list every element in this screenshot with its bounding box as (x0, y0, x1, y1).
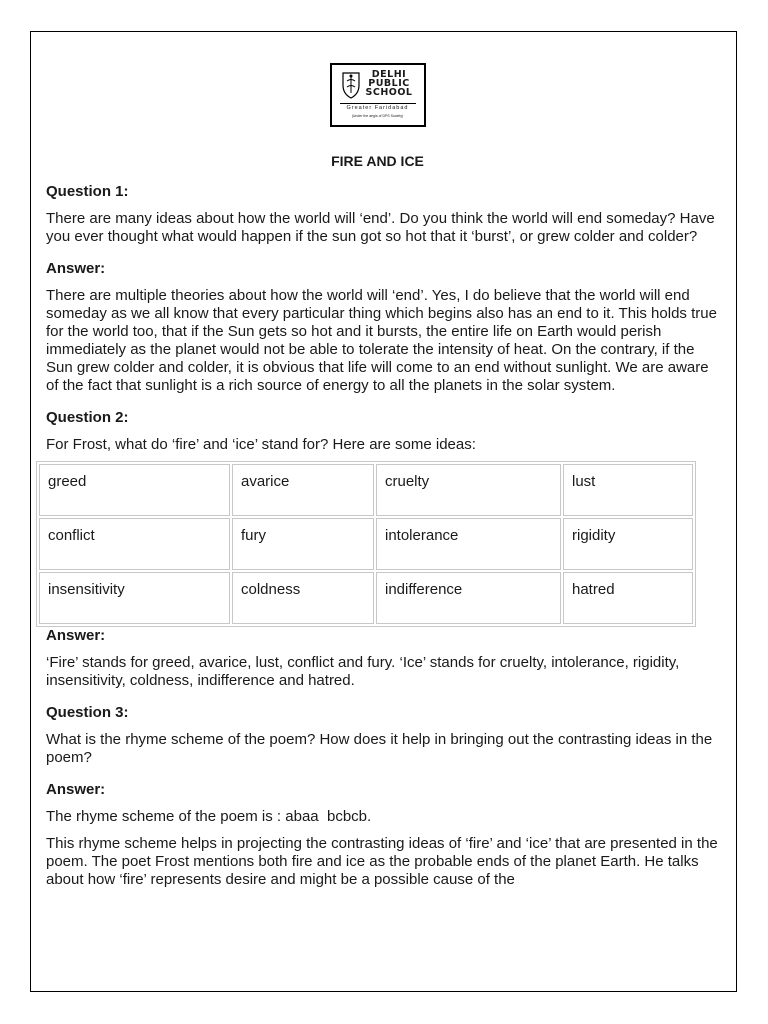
crest-icon (341, 71, 361, 99)
logo-line-delhi: DELHI (371, 69, 407, 80)
school-logo (330, 63, 426, 127)
ideas-table (36, 461, 696, 627)
answer-3-text-2: This rhyme scheme helps in projecting the contrasting ideas of ‘fire’ and ‘ice’ that are presented in the poem. The poet Frost mentions both fire and ice as the probable ends of the planet Earth. He talks about how ‘fire’ represents desire and might be a possible cause of the (46, 835, 718, 888)
school-name (366, 70, 413, 97)
answer-1-heading: Answer: (46, 260, 106, 277)
table-cell: conflict (39, 518, 230, 570)
document-page (30, 31, 737, 992)
answer-3-text-1: The rhyme scheme of the poem is : abaa bcbcb. (46, 808, 372, 825)
logo-location: Greater Faridabad (346, 105, 409, 111)
question-3-heading: Question 3: (46, 704, 129, 721)
table-cell: fury (232, 518, 374, 570)
table-row (39, 518, 693, 570)
document-title: FIRE AND ICE (331, 153, 424, 169)
table-cell: indifference (376, 572, 561, 624)
answer-2-text: ‘Fire’ stands for greed, avarice, lust, conflict and fury. ‘Ice’ stands for cruelty, intolerance, rigidity, insensitivity, coldness, indifference and hatred. (46, 654, 680, 689)
logo-society: (Under the aegis of DPS Society) (351, 114, 404, 118)
table-cell: avarice (232, 464, 374, 516)
table-cell: cruelty (376, 464, 561, 516)
table-cell: insensitivity (39, 572, 230, 624)
logo-divider (340, 103, 416, 104)
table-cell: greed (39, 464, 230, 516)
question-2-text: For Frost, what do ‘fire’ and ‘ice’ stand for? Here are some ideas: (46, 436, 476, 453)
logo-line-public: PUBLIC (368, 78, 410, 89)
table-row (39, 572, 693, 624)
table-cell: intolerance (376, 518, 561, 570)
answer-2-heading: Answer: (46, 627, 106, 644)
question-1-heading: Question 1: (46, 183, 129, 200)
table-cell: rigidity (563, 518, 693, 570)
logo-line-school: SCHOOL (365, 87, 413, 98)
question-3-text: What is the rhyme scheme of the poem? How does it help in bringing out the contrasting ideas in the poem? (46, 731, 713, 766)
table-row (39, 464, 693, 516)
table-cell: coldness (232, 572, 374, 624)
table-cell: lust (563, 464, 693, 516)
page-content (31, 63, 724, 889)
answer-3-heading: Answer: (46, 781, 106, 798)
table-cell: hatred (563, 572, 693, 624)
answer-1-text: There are multiple theories about how the world will ‘end’. Yes, I do believe that the world will end someday as we all know that every particular thing which begins also has an end to it. This holds true for the world too, that if the Sun gets so hot and it bursts, the entire life on Earth would perish immediately as the planet would not be able to tolerate the intensity of heat. On the contrary, if the Sun grew colder and colder, it is obvious that life will come to an end without sunlight. We are aware of the fact that sunlight is a rich source of energy to all the planets in the solar system. (46, 287, 717, 394)
school-logo-container (31, 63, 724, 132)
question-1-text: There are many ideas about how the world will ‘end’. Do you think the world will end someday? Have you ever thought what would happen if the sun got so hot that it ‘burst’, or grew colder and colder? (46, 210, 715, 245)
question-2-heading: Question 2: (46, 409, 129, 426)
